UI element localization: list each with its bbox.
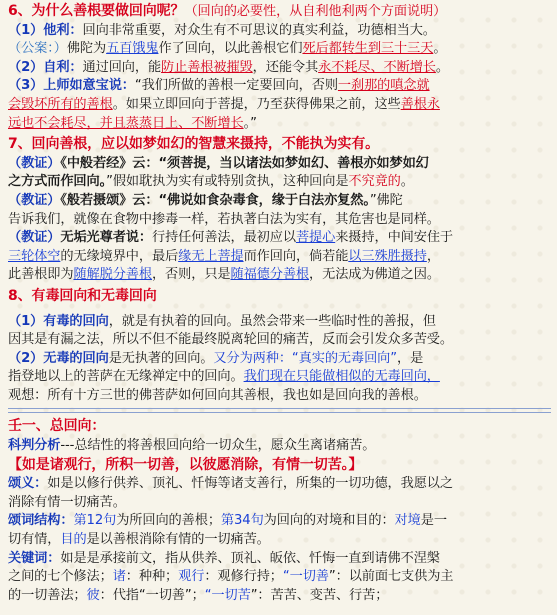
text: 的无缘境界中，最后 <box>60 248 179 264</box>
highlight: 诸 <box>112 569 126 585</box>
text: 告诉我们，就像在食物中掺毒一样，若执著白法为实有，其危害也是同样。 <box>8 211 440 227</box>
text: 来摄持，中间安住于 <box>335 230 454 246</box>
highlight: 永不耗尽、不断增长 <box>318 59 436 75</box>
highlight: 防止善根被摧毁 <box>161 59 253 75</box>
label: （1）有毒的回向 <box>8 313 109 329</box>
highlight: 随解脱分善根 <box>73 267 152 283</box>
s7-e2-line2 <box>8 211 551 230</box>
structure-line1 <box>8 512 551 531</box>
heading-note: （回向的必要性，从自利他利两个方面说明） <box>184 4 447 19</box>
label: （教证） <box>8 155 61 171</box>
s8-p2-line1 <box>8 350 551 369</box>
text: 指登地以上的菩萨在无缘禅定中的回向。 <box>8 369 244 385</box>
text: ---总结性的将善根回向给一切众生，愿众生离诸痛苦。 <box>60 438 376 454</box>
label: 科判分析 <box>8 438 61 454</box>
text: ：种种； <box>125 569 179 585</box>
text: 为回向的对境和目的： <box>263 513 395 529</box>
label: （教证） <box>8 230 61 246</box>
verse-line <box>8 456 551 476</box>
section-8-heading <box>8 287 551 307</box>
text: ，无法成为佛道之因。 <box>309 267 440 283</box>
keywords-line2 <box>8 568 551 587</box>
analysis-line <box>8 437 551 456</box>
text: ：代指“一切善”； <box>99 587 205 603</box>
highlight: 不究竟的 <box>348 174 401 190</box>
note: （公案：） <box>8 41 67 57</box>
text: 如是是承接前文，指从供养、顶礼、皈依、忏悔一直到请佛不涅槃 <box>60 550 440 566</box>
text: 。 <box>433 41 447 57</box>
s7-e3-line3 <box>8 266 551 285</box>
s7-e1-line1 <box>8 155 551 174</box>
s7-e2-line1 <box>8 192 551 211</box>
text: 观想：所有十方三世的佛菩萨如何回向其善根，我也如是回向我的善根。 <box>8 387 427 403</box>
label: （1）他利： <box>8 22 83 38</box>
verse-meaning-line1 <box>8 475 551 494</box>
highlight: 善根永 <box>400 96 440 112</box>
highlight: 第12句 <box>73 513 117 529</box>
text: ，还能令其 <box>252 59 319 75</box>
text: 是无执著的回向。 <box>108 350 214 366</box>
highlight: 第34句 <box>220 513 264 529</box>
s6-p3-line3 <box>8 115 551 134</box>
highlight: 彼 <box>86 587 100 603</box>
verse: 【如是诸观行，所积一切善，以彼愿消除，有情一切苦。】 <box>8 456 363 473</box>
highlight: “一切苦 <box>204 587 251 603</box>
text: 回向非常重要，对众生有不可思议的真实利益，功德相当大。 <box>82 22 436 38</box>
section-6-heading <box>8 2 551 22</box>
text: 。” <box>243 115 257 131</box>
text: 消除有情一切痛苦。 <box>8 494 126 510</box>
speaker: 无垢光尊者说： <box>60 230 152 246</box>
s6-p2-line <box>8 59 551 78</box>
heading-text: 8、有毒回向和无毒回向 <box>8 287 157 304</box>
label: （2）自利： <box>8 59 83 75</box>
s6-p1-line1 <box>8 22 551 41</box>
keywords-line1 <box>8 550 551 569</box>
structure-line2 <box>8 531 551 550</box>
text: ”假如耽执为实有或特别贪执，这种回向是 <box>106 174 349 190</box>
text: 如是以修行供养、顶礼、忏悔等诸支善行，所集的一切功德，我愿以之 <box>47 476 453 492</box>
s6-p1-line2 <box>8 40 551 59</box>
s8-p1-line2 <box>8 331 551 350</box>
text: ”佛陀 <box>369 192 403 208</box>
label: 颂义： <box>8 476 48 492</box>
verse-meaning-line2 <box>8 494 551 513</box>
s7-e3-line1 <box>8 229 551 248</box>
text: ，否则，只是 <box>151 267 231 283</box>
highlight: 五百饿鬼 <box>106 41 159 57</box>
label: （教证） <box>8 192 61 208</box>
heading-text: 壬一、总回向： <box>8 418 106 435</box>
highlight: 随福德分善根 <box>230 267 310 283</box>
s7-e1-line2 <box>8 173 551 192</box>
quote: 《般若摄颂》云：“佛说如食杂毒食，缘于白法亦复然。 <box>60 192 370 208</box>
heading-text: 6、为什么善根要做回向呢？ <box>8 3 185 19</box>
highlight: 三轮体空 <box>8 248 61 264</box>
highlight: 缘无上菩提 <box>178 248 244 264</box>
highlight: 观行 <box>178 569 205 585</box>
label: （3）上师如意宝说： <box>8 78 135 94</box>
text: 之间的七个修法； <box>8 569 113 585</box>
text: 而作回向，倘若能 <box>243 248 349 264</box>
text: 切有情， <box>8 532 61 548</box>
highlight: 一刹那的嗔念就 <box>337 78 430 94</box>
text: 行持任何善法，最初应以 <box>151 230 296 246</box>
text: “我们所做的善根一定要回向，否则 <box>134 78 338 94</box>
text: ：观修行持； <box>204 569 283 585</box>
highlight: 又分为两种：“真实的无毒回向” <box>213 350 398 366</box>
section-7-heading <box>8 135 551 155</box>
text: 作了回向，以此善根它们 <box>158 41 303 57</box>
quote: 《中般若经》云：“须菩提，当以诸法如梦如幻、善根亦如梦如幻 <box>60 155 429 171</box>
s6-p3-line2 <box>8 96 551 115</box>
highlight: 我们现在只能做相似的无毒回向， <box>243 369 440 385</box>
keywords-line3 <box>8 587 551 606</box>
highlight: 远也不会耗尽，并且蒸蒸日上、不断增长 <box>8 115 244 131</box>
text: 是一 <box>420 513 447 529</box>
highlight: 目的 <box>60 532 87 548</box>
text: 佛陀为 <box>66 41 107 57</box>
text: 因其是有漏之法，所以不但不能最终脱离轮回的痛苦，反而会引发众多苦受。 <box>8 332 453 348</box>
text: 。 <box>435 59 449 75</box>
text: ”：苦苦、变苦、行苦； <box>250 587 389 603</box>
highlight: 对境 <box>394 513 421 529</box>
text: 此善根即为 <box>8 267 74 283</box>
text: 是以善根消除有情的一切痛苦。 <box>86 532 270 548</box>
section-total-heading <box>8 417 551 437</box>
text: ， <box>426 248 440 264</box>
label: （2）无毒的回向 <box>8 350 109 366</box>
s8-p1-line1 <box>8 313 551 332</box>
highlight: “一切善 <box>282 569 329 585</box>
label: 颂词结构： <box>8 513 74 529</box>
s7-e3-line2 <box>8 248 551 267</box>
text: 。如果立即回向于菩提，乃至获得佛果之前，这些 <box>112 96 401 112</box>
text: 通过回向，能 <box>82 59 162 75</box>
highlight: 死后都转生到三十三天 <box>302 41 434 57</box>
text: ，就是有执着的回向。虽然会带来一些临时性的善报，但 <box>108 313 436 329</box>
text: 。 <box>400 174 414 190</box>
highlight: 以三殊胜摄持 <box>348 248 427 264</box>
s6-p3-line1 <box>8 77 551 96</box>
s8-p2-line2 <box>8 368 551 387</box>
text: 的一切善法； <box>8 587 87 603</box>
s8-p2-line3 <box>8 387 551 406</box>
highlight: 菩提心 <box>295 230 336 246</box>
quote: 之方式而作回向。 <box>8 174 107 190</box>
heading-text: 7、回向善根，应以如梦如幻的智慧来摄持，不能执为实有。 <box>8 136 380 153</box>
text: ，是 <box>397 350 424 366</box>
text: ”：以前面七支供为主 <box>328 569 454 585</box>
label: 关键词： <box>8 550 61 566</box>
section-divider <box>8 408 551 413</box>
text: 为所回向的善根； <box>116 513 221 529</box>
highlight: 会毁坏所有的善根 <box>8 96 113 112</box>
